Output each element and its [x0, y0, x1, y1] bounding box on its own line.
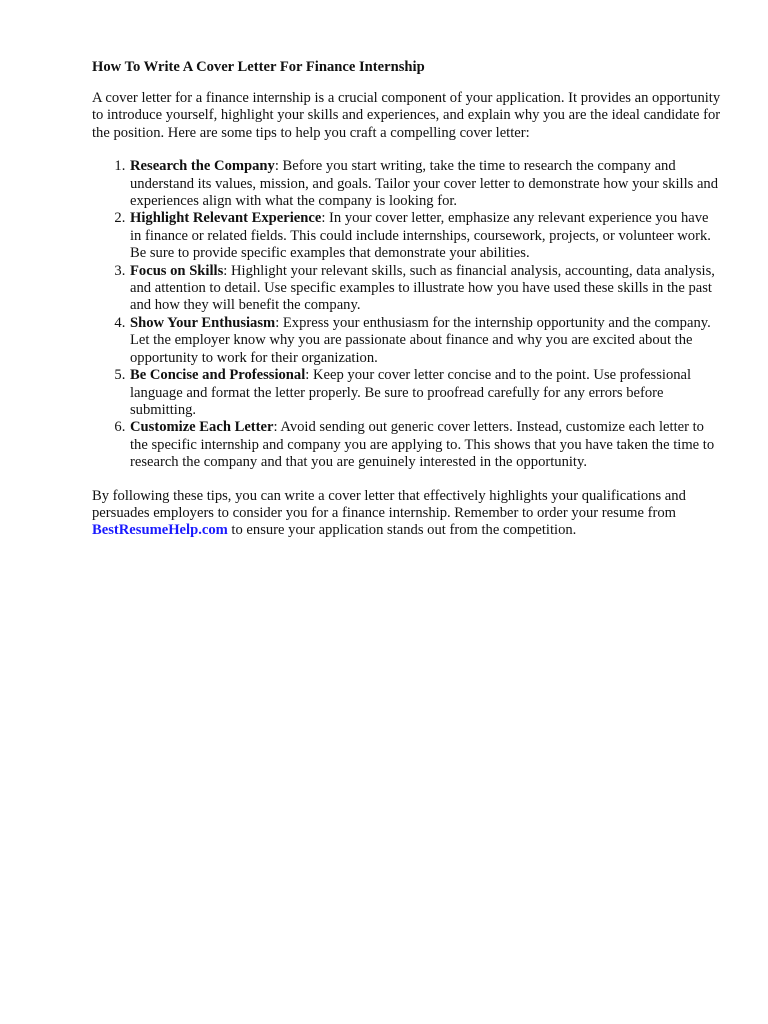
tip-heading: Research the Company	[130, 158, 275, 175]
tip-text: : In your cover letter, emphasize any relevant experience you have in finance or related fields. This could include internships, coursework, projects, or volunteer work. Be sure to provide specific examples that demonstrate your abilities.	[130, 210, 711, 262]
tip-heading: Customize Each Letter	[130, 419, 274, 436]
tip-text: : Highlight your relevant skills, such as financial analysis, accounting, data analysis, and attention to detail. Use specific examples to illustrate how you have used these skills in the past and how they will benefit the company.	[130, 262, 715, 314]
closing-text-before-link: By following these tips, you can write a cover letter that effectively highlights your qualifications and persuades employers to consider you for a finance internship. Remember to order your resume from	[92, 487, 686, 521]
tip-heading: Focus on Skills	[130, 262, 224, 279]
list-item	[129, 315, 722, 367]
document-page	[92, 58, 722, 540]
tip-heading: Highlight Relevant Experience	[130, 210, 322, 227]
tip-text: : Keep your cover letter concise and to the point. Use professional language and format the letter properly. Be sure to proofread carefully for any errors before submitting.	[130, 367, 692, 418]
list-item	[129, 263, 722, 315]
list-item	[129, 367, 722, 419]
best-resume-help-link[interactable]: BestResumeHelp.com	[92, 522, 228, 539]
tip-heading: Show Your Enthusiasm	[130, 314, 276, 331]
list-item	[129, 419, 722, 471]
closing-text-after-link: to ensure your application stands out from the competition.	[227, 522, 577, 539]
closing-paragraph	[92, 488, 722, 540]
tips-list	[92, 158, 722, 471]
list-item	[129, 210, 722, 262]
tip-text: : Avoid sending out generic cover letters. Instead, customize each letter to the specific internship and company you are applying to. This shows that you have taken the time to research the company and that you are genuinely interested in the opportunity.	[130, 419, 715, 471]
list-item	[129, 158, 722, 210]
tip-text: : Express your enthusiasm for the internship opportunity and the company. Let the employer know why you are passionate about finance and why you are excited about the opportunity to work for their organization.	[130, 314, 711, 366]
tip-text: : Before you start writing, take the time to research the company and understand its values, mission, and goals. Tailor your cover letter to demonstrate how your skills and experiences align with what the company is looking for.	[130, 158, 719, 210]
intro-paragraph: A cover letter for a finance internship is a crucial component of your application. It provides an opportunity to introduce yourself, highlight your skills and experiences, and explain why you are the ideal candidate for the position. Here are some tips to help you craft a compelling cover letter:	[92, 90, 721, 141]
tip-heading: Be Concise and Professional	[130, 367, 306, 384]
document-title: How To Write A Cover Letter For Finance Internship	[92, 59, 425, 75]
